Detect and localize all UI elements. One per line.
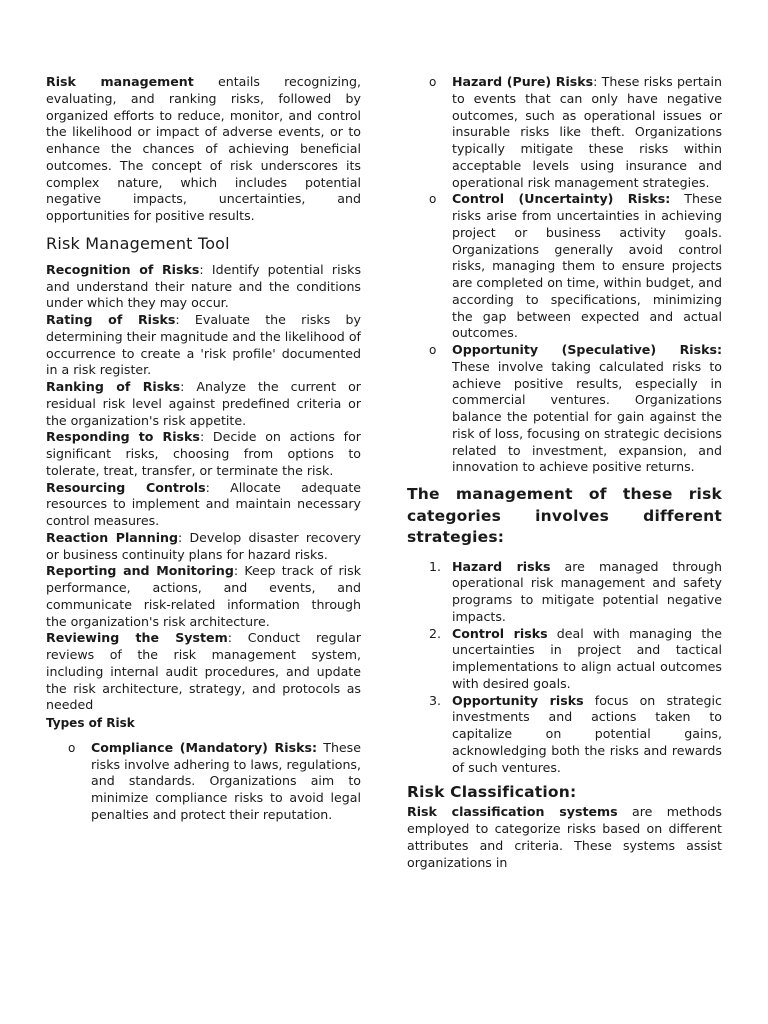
strategy-item (407, 626, 722, 693)
strategies-heading: The management of these risk categories involves different strategies: (407, 485, 722, 546)
tool-term: Ranking of Risks (46, 379, 181, 394)
strategy-list (407, 559, 722, 777)
risk-type-item (407, 342, 722, 476)
strategy-item (407, 559, 722, 626)
tool-term: Reaction Planning (46, 529, 179, 545)
classification-paragraph (407, 804, 722, 871)
classification-text: are methods employed to categorize risks based on different attributes and criteria. These systems assist organizations in (407, 804, 722, 870)
strategy-text: are managed through operational risk management and safety programs to mitigate potential negative impacts. (452, 558, 723, 624)
tool-item (46, 563, 361, 630)
tool-term: Reviewing the System (46, 630, 228, 646)
intro-term: Risk management (46, 74, 194, 89)
risk-type-list (46, 740, 361, 824)
tool-text: : Evaluate the risks by determining their magnitude and the likelihood of occurrence to create a 'risk profile' documented in a risk register. (46, 312, 361, 378)
tool-term: Rating of Risks (46, 312, 176, 327)
strategy-term: Control risks (452, 625, 548, 641)
types-of-risk-label: Types of Risk (46, 716, 135, 730)
tool-list (46, 262, 361, 714)
tool-item (46, 379, 361, 429)
strategy-text: deal with managing the uncertainties in project and tactical implementations to align actual outcomes with desired goals. (452, 625, 723, 691)
strategy-number: 2. (429, 625, 442, 641)
tool-term: Resourcing Controls (46, 479, 206, 495)
risk-type-term: Compliance (Mandatory) Risks: (91, 739, 317, 755)
risk-type-text: : These risks pertain to events that can only have negative outcomes, such as operational issues or insurable risks like theft. Organizations typically mitigate these risks within acceptable levels using insurance and operational risk management strategies. (452, 74, 722, 190)
strategy-term: Hazard risks (452, 558, 551, 574)
tool-text: : Conduct regular reviews of the risk management system, including internal audit procedures, and update the risk architecture, strategy, and protocols as needed (46, 630, 361, 713)
tool-item (46, 429, 361, 479)
risk-type-item (407, 74, 722, 191)
risk-type-term: Hazard (Pure) Risks (452, 74, 594, 89)
classification-term: Risk classification systems (407, 804, 618, 820)
left-column (46, 74, 361, 824)
tool-item (46, 630, 361, 714)
tool-item (46, 262, 361, 312)
tool-heading: Risk Management Tool (46, 233, 230, 253)
tool-text: : Analyze the current or residual risk level against predefined criteria or the organization's risk appetite. (46, 379, 361, 428)
classification-heading: Risk Classification: (407, 783, 577, 802)
right-column (407, 74, 722, 871)
strategy-number: 3. (429, 692, 442, 708)
bullet-circle-icon: o (429, 343, 437, 357)
intro-paragraph (46, 74, 361, 225)
risk-type-text: These risks involve adhering to laws, regulations, and standards. Organizations aim to minimize compliance risks to avoid legal penalties and protect their reputation. (91, 739, 361, 822)
tool-text: : Identify potential risks and understand their nature and the conditions under which they may occur. (46, 261, 362, 311)
strategy-item (407, 693, 722, 777)
tool-term: Reporting and Monitoring (46, 563, 234, 579)
bullet-circle-icon: o (429, 75, 437, 89)
tool-text: : Develop disaster recovery or business continuity plans for hazard risks. (46, 529, 361, 562)
tool-item (46, 312, 361, 379)
strategy-term: Opportunity risks (452, 692, 584, 708)
risk-type-text: These risks arise from uncertainties in achieving project or business activity goals. Organizations generally avoid control risks, managing them to ensure projects are completed on time, within budget, and according to specifications, minimizing the gap between expected and actual outcomes. (452, 191, 722, 341)
tool-text: : Decide on actions for significant risks, choosing from options to tolerate, treat, transfer, or terminate the risk. (46, 429, 361, 478)
strategy-text: focus on strategic investments and actions taken to capitalize on potential gains, acknowledging both the risks and rewards of such ventures. (452, 692, 722, 775)
tool-term: Recognition of Risks (46, 261, 200, 277)
risk-type-term: Control (Uncertainty) Risks: (452, 191, 671, 207)
strategy-number: 1. (429, 558, 442, 574)
intro-text: entails recognizing, evaluating, and ranking risks, followed by organized efforts to reduce, monitor, and control the likelihood or impact of adverse events, or to enhance the chances of achieving beneficial outcomes. The concept of risk underscores its complex nature, which includes potential negative impacts, uncertainties, and opportunities for positive results. (46, 74, 362, 223)
bullet-circle-icon: o (68, 740, 76, 755)
tool-term: Responding to Risks (46, 429, 200, 445)
risk-type-term: Opportunity (Speculative) Risks: (452, 342, 722, 357)
risk-type-list (407, 74, 722, 476)
bullet-circle-icon: o (429, 192, 437, 207)
tool-item (46, 480, 361, 530)
risk-type-item (407, 191, 722, 342)
tool-text: : Keep track of risk performance, actions, and events, and communicate risk-related information through the organization's risk architecture. (46, 563, 361, 629)
risk-type-item (46, 740, 361, 824)
tool-item (46, 530, 361, 564)
tool-text: : Allocate adequate resources to implement and maintain necessary control measures. (46, 479, 361, 528)
risk-type-text: These involve taking calculated risks to achieve positive results, especially in commercial ventures. Organizations balance the potential for gain against the risk of loss, focusing on strategic decisions related to investment, expansion, and innovation to achieve positive returns. (452, 358, 722, 475)
